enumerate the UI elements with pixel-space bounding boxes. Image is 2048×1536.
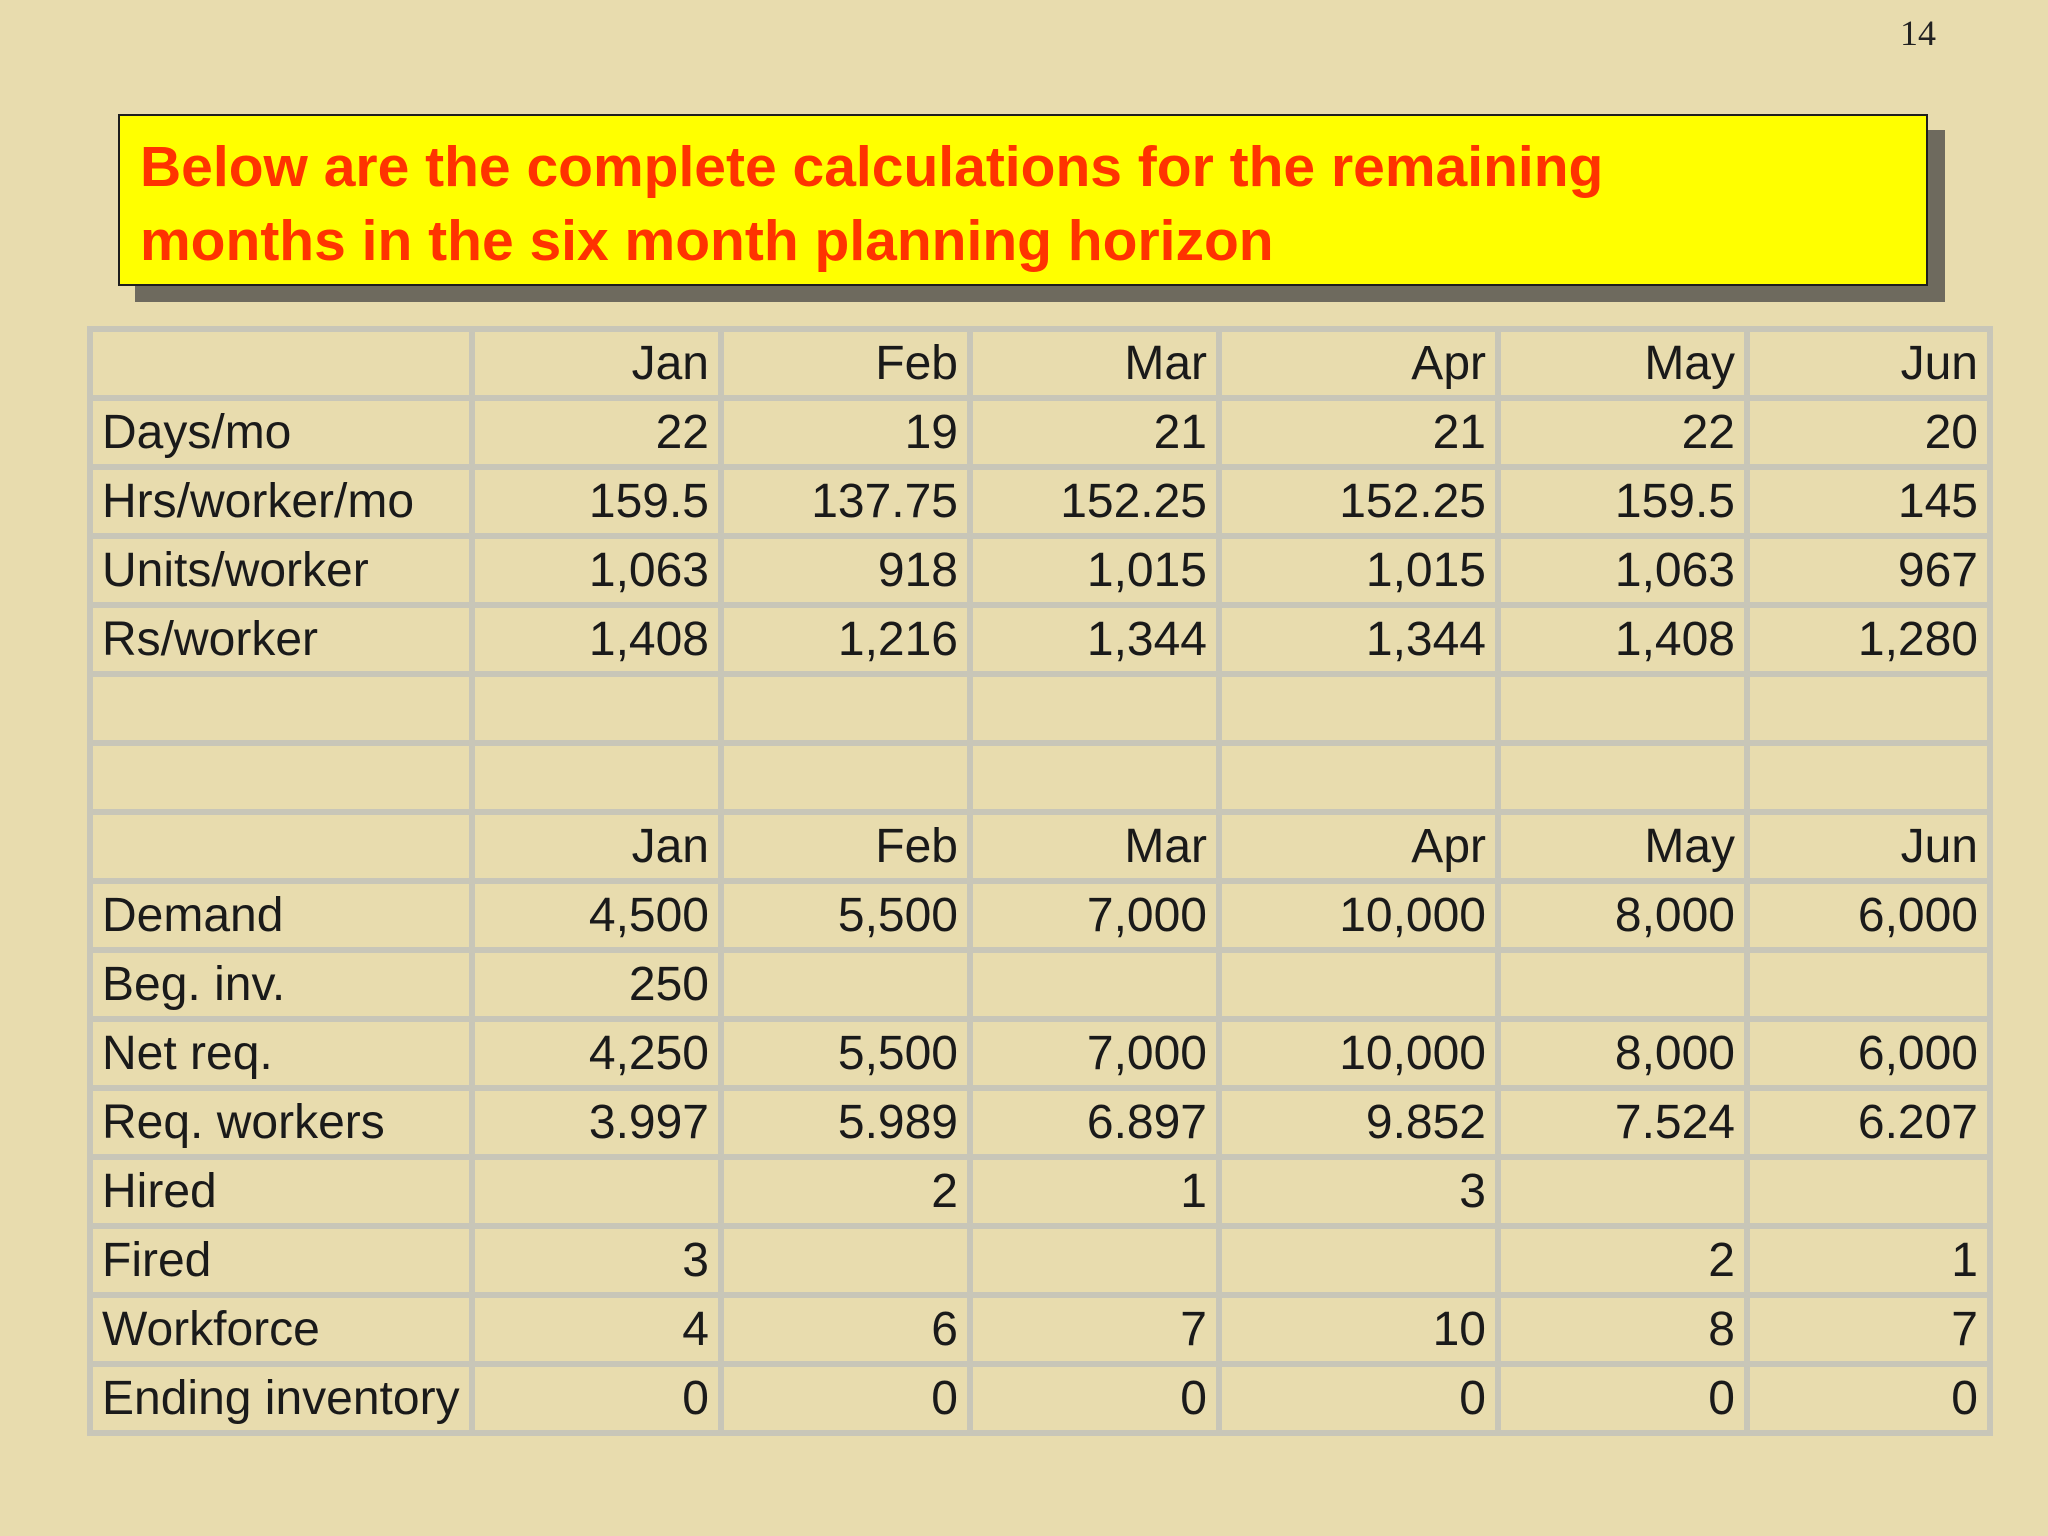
value-cell: 20 — [1750, 401, 1987, 464]
value-cell: Mar — [973, 332, 1216, 395]
value-cell — [1222, 677, 1495, 740]
row-label-cell: Hrs/worker/mo — [93, 470, 469, 533]
row-label-cell — [93, 332, 469, 395]
value-cell: 1,063 — [1501, 539, 1744, 602]
value-cell — [475, 1160, 718, 1223]
value-cell — [1501, 1160, 1744, 1223]
value-cell: 10,000 — [1222, 884, 1495, 947]
value-cell — [1750, 746, 1987, 809]
value-cell — [973, 953, 1216, 1016]
table-row — [93, 884, 1987, 947]
value-cell: 7.524 — [1501, 1091, 1744, 1154]
value-cell — [475, 677, 718, 740]
table-row — [93, 401, 1987, 464]
value-cell: 10,000 — [1222, 1022, 1495, 1085]
value-cell: 250 — [475, 953, 718, 1016]
value-cell: 3.997 — [475, 1091, 718, 1154]
value-cell: 7 — [973, 1298, 1216, 1361]
row-label-cell: Hired — [93, 1160, 469, 1223]
value-cell: 2 — [724, 1160, 967, 1223]
value-cell: 8,000 — [1501, 884, 1744, 947]
value-cell: 0 — [475, 1367, 718, 1430]
value-cell: 5.989 — [724, 1091, 967, 1154]
value-cell: 4,250 — [475, 1022, 718, 1085]
value-cell: 4 — [475, 1298, 718, 1361]
value-cell — [1501, 746, 1744, 809]
value-cell: 3 — [475, 1229, 718, 1292]
value-cell: 6 — [724, 1298, 967, 1361]
title-box — [118, 114, 1928, 286]
value-cell: 22 — [475, 401, 718, 464]
value-cell: 7,000 — [973, 1022, 1216, 1085]
value-cell: 6.897 — [973, 1091, 1216, 1154]
table-row — [93, 1229, 1987, 1292]
table-row — [93, 608, 1987, 671]
row-label-cell: Ending inventory — [93, 1367, 469, 1430]
value-cell — [973, 1229, 1216, 1292]
table-row — [93, 470, 1987, 533]
value-cell: 0 — [724, 1367, 967, 1430]
value-cell — [724, 746, 967, 809]
value-cell: Jan — [475, 332, 718, 395]
value-cell: 19 — [724, 401, 967, 464]
value-cell — [1222, 953, 1495, 1016]
table-row — [93, 1298, 1987, 1361]
table-row — [93, 1091, 1987, 1154]
value-cell: 145 — [1750, 470, 1987, 533]
value-cell — [973, 677, 1216, 740]
value-cell: 6.207 — [1750, 1091, 1987, 1154]
value-cell: 1,344 — [1222, 608, 1495, 671]
table-row — [93, 815, 1987, 878]
row-label-cell — [93, 815, 469, 878]
table-row — [93, 953, 1987, 1016]
value-cell: 6,000 — [1750, 884, 1987, 947]
row-label-cell: Req. workers — [93, 1091, 469, 1154]
value-cell — [1750, 677, 1987, 740]
value-cell — [475, 746, 718, 809]
value-cell — [724, 953, 967, 1016]
value-cell: Jan — [475, 815, 718, 878]
value-cell: 1,280 — [1750, 608, 1987, 671]
value-cell — [1750, 1160, 1987, 1223]
value-cell: 159.5 — [475, 470, 718, 533]
table-row — [93, 332, 1987, 395]
row-label-cell: Rs/worker — [93, 608, 469, 671]
table-row — [93, 1022, 1987, 1085]
value-cell: Feb — [724, 332, 967, 395]
value-cell: 1 — [973, 1160, 1216, 1223]
row-label-cell: Workforce — [93, 1298, 469, 1361]
value-cell: 21 — [1222, 401, 1495, 464]
row-label-cell: Days/mo — [93, 401, 469, 464]
value-cell: 152.25 — [973, 470, 1216, 533]
value-cell: 918 — [724, 539, 967, 602]
row-label-cell: Net req. — [93, 1022, 469, 1085]
value-cell: 1,015 — [973, 539, 1216, 602]
value-cell: 159.5 — [1501, 470, 1744, 533]
value-cell: 8,000 — [1501, 1022, 1744, 1085]
row-label-cell: Beg. inv. — [93, 953, 469, 1016]
value-cell: 1,063 — [475, 539, 718, 602]
value-cell: 1,408 — [475, 608, 718, 671]
value-cell: 1,216 — [724, 608, 967, 671]
value-cell: 10 — [1222, 1298, 1495, 1361]
value-cell: 3 — [1222, 1160, 1495, 1223]
value-cell — [973, 746, 1216, 809]
value-cell: 21 — [973, 401, 1216, 464]
row-label-cell: Fired — [93, 1229, 469, 1292]
value-cell: Mar — [973, 815, 1216, 878]
value-cell: 9.852 — [1222, 1091, 1495, 1154]
value-cell: 152.25 — [1222, 470, 1495, 533]
value-cell — [1750, 953, 1987, 1016]
value-cell: Apr — [1222, 332, 1495, 395]
page-number: 14 — [1900, 13, 1936, 53]
value-cell — [1501, 677, 1744, 740]
value-cell: 1,344 — [973, 608, 1216, 671]
title-line-2: months in the six month planning horizon — [140, 209, 1274, 273]
value-cell: 0 — [1222, 1367, 1495, 1430]
value-cell: 0 — [973, 1367, 1216, 1430]
table-row — [93, 539, 1987, 602]
value-cell: May — [1501, 332, 1744, 395]
value-cell: 6,000 — [1750, 1022, 1987, 1085]
value-cell: 1,408 — [1501, 608, 1744, 671]
value-cell — [724, 1229, 967, 1292]
value-cell: 1 — [1750, 1229, 1987, 1292]
table-row — [93, 746, 1987, 809]
value-cell: 1,015 — [1222, 539, 1495, 602]
value-cell: 7 — [1750, 1298, 1987, 1361]
value-cell: 0 — [1501, 1367, 1744, 1430]
row-label-cell — [93, 677, 469, 740]
value-cell: 967 — [1750, 539, 1987, 602]
value-cell: Jun — [1750, 332, 1987, 395]
value-cell: Apr — [1222, 815, 1495, 878]
value-cell: 8 — [1501, 1298, 1744, 1361]
value-cell: 2 — [1501, 1229, 1744, 1292]
value-cell: 22 — [1501, 401, 1744, 464]
planning-table — [87, 326, 1993, 1436]
value-cell: 137.75 — [724, 470, 967, 533]
value-cell — [1222, 746, 1495, 809]
row-label-cell: Units/worker — [93, 539, 469, 602]
value-cell: Jun — [1750, 815, 1987, 878]
table-row — [93, 677, 1987, 740]
value-cell: Feb — [724, 815, 967, 878]
title-line-1: Below are the complete calculations for the remaining — [140, 135, 1604, 199]
row-label-cell: Demand — [93, 884, 469, 947]
value-cell: 5,500 — [724, 884, 967, 947]
row-label-cell — [93, 746, 469, 809]
value-cell — [1222, 1229, 1495, 1292]
value-cell — [724, 677, 967, 740]
value-cell: 4,500 — [475, 884, 718, 947]
value-cell: May — [1501, 815, 1744, 878]
table-row — [93, 1367, 1987, 1430]
value-cell: 0 — [1750, 1367, 1987, 1430]
value-cell: 5,500 — [724, 1022, 967, 1085]
value-cell — [1501, 953, 1744, 1016]
value-cell: 7,000 — [973, 884, 1216, 947]
table-row — [93, 1160, 1987, 1223]
